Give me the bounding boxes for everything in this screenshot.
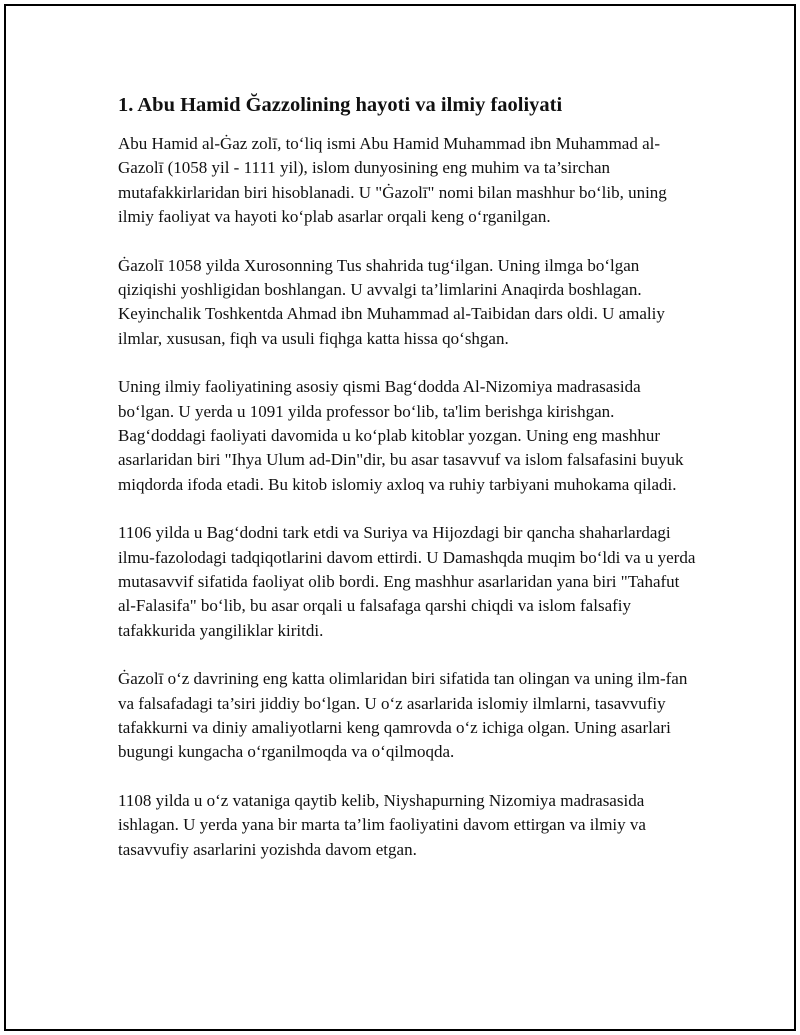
- paragraph-return: 1108 yilda u o‘z vataniga qaytib kelib, Niyshapurning Nizomiya madrasasida ishlagan. U yerda yana bir marta ta’lim faoliyatini davom ettirgan va ilmiy va tasavvufiy asarlarini yozishda davom etgan.: [118, 791, 646, 859]
- paragraph-legacy: Ġazolī o‘z davrining eng katta olimlaridan biri sifatida tan olingan va uning ilm-fan va falsafadagi ta’siri jiddiy bo‘lgan. U o‘z asarlarida islomiy ilmlarni, tasavvufiy tafakkurni va diniy amaliyotlarni keng qamrovda o‘z ichiga olgan. Uning asarlari bugungi kungacha o‘rganilmoqda va o‘qilmoqda.: [118, 669, 688, 762]
- paragraph-baghdad: Uning ilmiy faoliyatining asosiy qismi Bag‘dodda Al-Nizomiya madrasasida bo‘lgan. U yerda u 1091 yilda professor bo‘lib, ta'lim berishga kirishgan. Bag‘doddagi faoliyati davomida u ko‘plab kitoblar yozgan. Uning eng mashhur asarlaridan biri "Ihya Ulum ad-Din"dir, bu asar tasavvuf va islom falsafasini buyuk miqdorda ifoda etadi. Bu kitob islomiy axloq va ruhiy tarbiyani muhokama qiladi.: [118, 377, 684, 494]
- paragraph-intro: Abu Hamid al-Ġaz zolī, to‘liq ismi Abu Hamid Muhammad ibn Muhammad al-Gazolī (1058 yil - 1111 yil), islom dunyosining eng muhim va ta’sirchan mutafakkirlaridan biri hisoblanadi. U "Ġazolī" nomi bilan mashhur bo‘lib, uning ilmiy faoliyat va hayoti ko‘plab asarlar orqali keng o‘rganilgan.: [118, 134, 667, 226]
- paragraph-early-life: Ġazolī 1058 yilda Xurosonning Tus shahrida tug‘ilgan. Uning ilmga bo‘lgan qiziqishi yoshligidan boshlangan. U avvalgi ta’limlarini Anaqirda boshlagan. Keyinchalik Toshkentda Ahmad ibn Muhammad al-Taibidan dars oldi. U amaliy ilmlar, xususan, fiqh va usuli fiqhga katta hissa qo‘shgan.: [118, 255, 665, 348]
- document-title: 1. Abu Hamid Ğazzolining hayoti va ilmiy faoliyati: [118, 94, 563, 116]
- document-body: [118, 92, 698, 886]
- paragraph-travels: 1106 yilda u Bag‘dodni tark etdi va Suriya va Hijozdagi bir qancha shaharlardagi ilmu-fazolodagi tadqiqotlarini davom ettirdi. U Damashqda muqim bo‘ldi va u yerda mutasavvif sifatida faoliyat olib bordi. Eng mashhur asarlaridan yana biri "Tahafut al-Falasifa" bo‘lib, bu asar orqali u falsafaga qarshi chiqdi va islom falsafiy tafakkurida yangiliklar kiritdi.: [118, 523, 696, 640]
